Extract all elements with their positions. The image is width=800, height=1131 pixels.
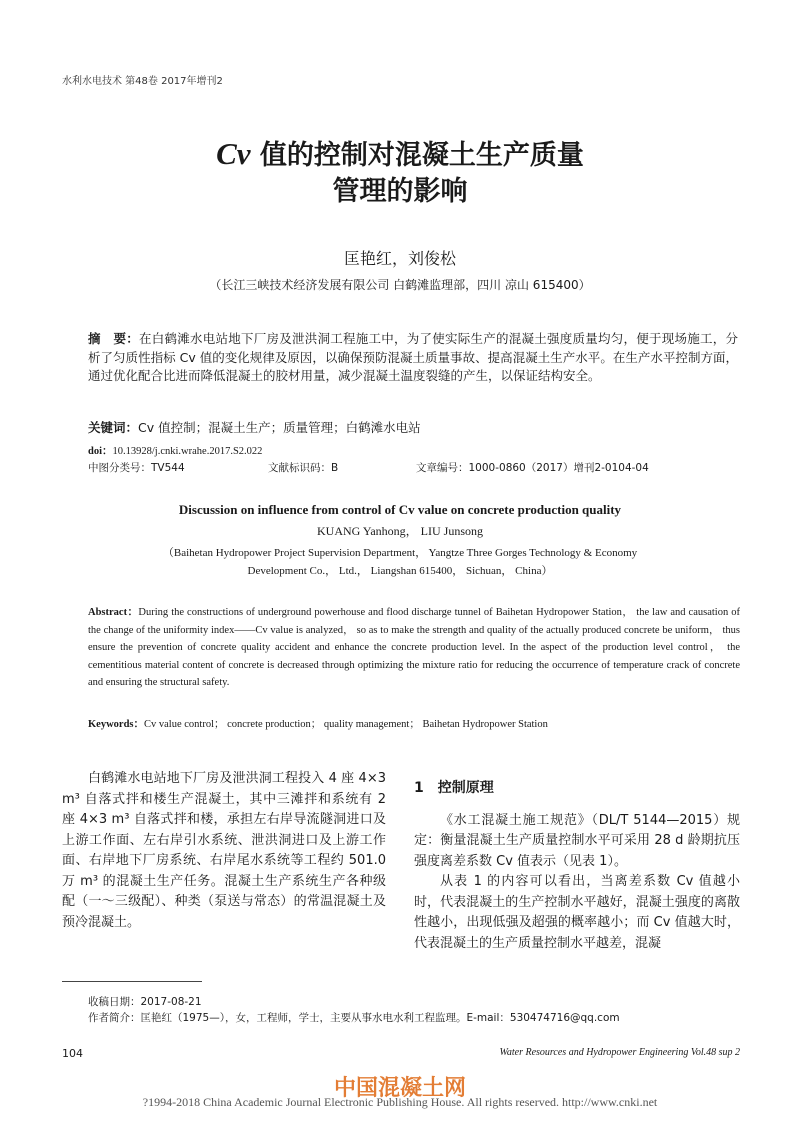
article-no-value: 1000-0860（2017）增刊2-0104-04: [468, 462, 649, 474]
english-abstract-text: During the constructions of underground powerhouse and flood discharge tunnel of Baihetan Hydropower Station， the law and causation of the change of the uniformity index——Cv value is analyzed， so as to make the strength and quality of the actually produced concrete be uniform， thus ensure the prevention of concrete quality accident and enhance the concrete production level. In the aspect of the production level control， the cementitious material content of concrete is decreased through optimizing the mixture ratio for reducing the occurrence of temperature crack of concrete and ensuring the structural safety.: [88, 607, 740, 688]
english-affiliation-line-2: Development Co.， Ltd.， Liangshan 615400， Sichuan， China）: [247, 565, 553, 577]
body-right-column: [414, 778, 740, 954]
section-heading: 1 控制原理: [414, 780, 494, 796]
clc-label: 中图分类号：: [88, 462, 151, 474]
keywords-cn-text: Cv 值控制；混凝土生产；质量管理；白鹤滩水电站: [138, 420, 421, 435]
clc-value: TV544: [151, 462, 185, 474]
authors: 匡艳红，刘俊松: [343, 249, 456, 268]
paper-title: [0, 136, 800, 210]
running-head: 水利水电技术 第48卷 2017年增刊2: [62, 76, 223, 87]
english-keywords: [88, 716, 548, 731]
english-keywords-text: Cv value control； concrete production； quality management； Baihetan Hydropower Station: [144, 719, 548, 730]
footnote-divider: [62, 981, 202, 982]
journal-footer: Water Resources and Hydropower Engineering Vol.48 sup 2: [499, 1047, 740, 1058]
footnote: [88, 994, 620, 1026]
doi-value: 10.13928/j.cnki.wrahe.2017.S2.022: [112, 446, 263, 457]
copyright-line: ?1994-2018 China Academic Journal Electronic Publishing House. All rights reserved. http://www.cnki.net: [142, 1095, 658, 1109]
english-abstract: [88, 604, 740, 692]
title-line-1: 值的控制对混凝土生产质量: [259, 140, 584, 171]
body-paragraph-right-2: 从表 1 的内容可以看出，当离差系数 Cv 值越小时，代表混凝土的生产控制水平越好，混凝土强度的离散性越小，出现低强及超强的概率越小；而 Cv 值越大时，代表混凝土的生产质量控制水平越差，混凝: [414, 874, 740, 951]
english-title: Discussion on influence from control of Cv value on concrete production quality: [178, 502, 622, 517]
english-affiliation-line-1: （Baihetan Hydropower Project Supervision Department， Yangtze Three Gorges Technology & Economy: [162, 547, 638, 559]
footnote-author-bio: 作者简介：匡艳红（1975—），女，工程师，学士，主要从事水电水利工程监理。E-mail：530474716@qq.com: [88, 1012, 620, 1024]
doc-code-field: [268, 460, 416, 475]
title-line-2: 管理的影响: [332, 176, 468, 207]
clc-field: [88, 460, 268, 475]
classification-row: [88, 460, 738, 475]
page-number: 104: [62, 1047, 83, 1060]
watermark-logo: 中国混凝土网: [333, 1076, 466, 1101]
doc-code-value: B: [331, 462, 339, 474]
doi-label: doi：: [88, 446, 113, 457]
english-authors: KUANG Yanhong， LIU Junsong: [316, 524, 483, 538]
body-paragraph-left: 白鹤滩水电站地下厂房及泄洪洞工程投入 4 座 4×3 m³ 自落式拌和楼生产混凝土，其中三滩拌和系统有 2 座 4×3 m³ 自落式拌和楼，承担左右岸导流隧洞进口及上游工作面、左右岸引水系统、泄洪洞进口及上游工作面、右岸地下厂房系统、右岸尾水系统等工程约 501.0 万 m³ 的混凝土生产任务。混凝土生产系统生产各种级配（一～三级配）、种类（泵送与常态）的常温混凝土及预冷混凝土。: [62, 771, 386, 930]
english-keywords-label: Keywords：: [88, 719, 144, 730]
footnote-received: 收稿日期：2017-08-21: [88, 996, 202, 1008]
abstract-cn: [88, 330, 738, 386]
keywords-cn-label: 关键词：: [88, 420, 139, 435]
article-no-field: [416, 460, 649, 475]
abstract-cn-text: 在白鹤滩水电站地下厂房及泄洪洞工程施工中，为了使实际生产的混凝土强度质量均匀，便于现场施工，分析了匀质性指标 Cv 值的变化规律及原因，以确保预防混凝土质量事故、提高混凝土生产水平。在生产水平控制方面，通过优化配合比进而降低混凝土的胶材用量，减少混凝土温度裂缝的产生，以保证结构安全。: [88, 331, 738, 383]
body-left-column: [62, 769, 386, 933]
english-abstract-label: Abstract：: [88, 607, 139, 618]
abstract-cn-label: 摘 要：: [88, 331, 139, 346]
affiliation: （长江三峡技术经济发展有限公司 白鹤滩监理部，四川 凉山 615400）: [209, 278, 591, 292]
doi: [88, 443, 262, 458]
article-no-label: 文章编号：: [416, 462, 469, 474]
title-cv-symbol: Cv: [216, 136, 251, 171]
body-paragraph-right-1: 《水工混凝土施工规范》（DL/T 5144—2015）规定：衡量混凝土生产质量控制水平可采用 28 d 龄期抗压强度离差系数 Cv 值表示（见表 1）。: [414, 812, 740, 869]
doc-code-label: 文献标识码：: [268, 462, 331, 474]
keywords-cn: [88, 418, 421, 436]
